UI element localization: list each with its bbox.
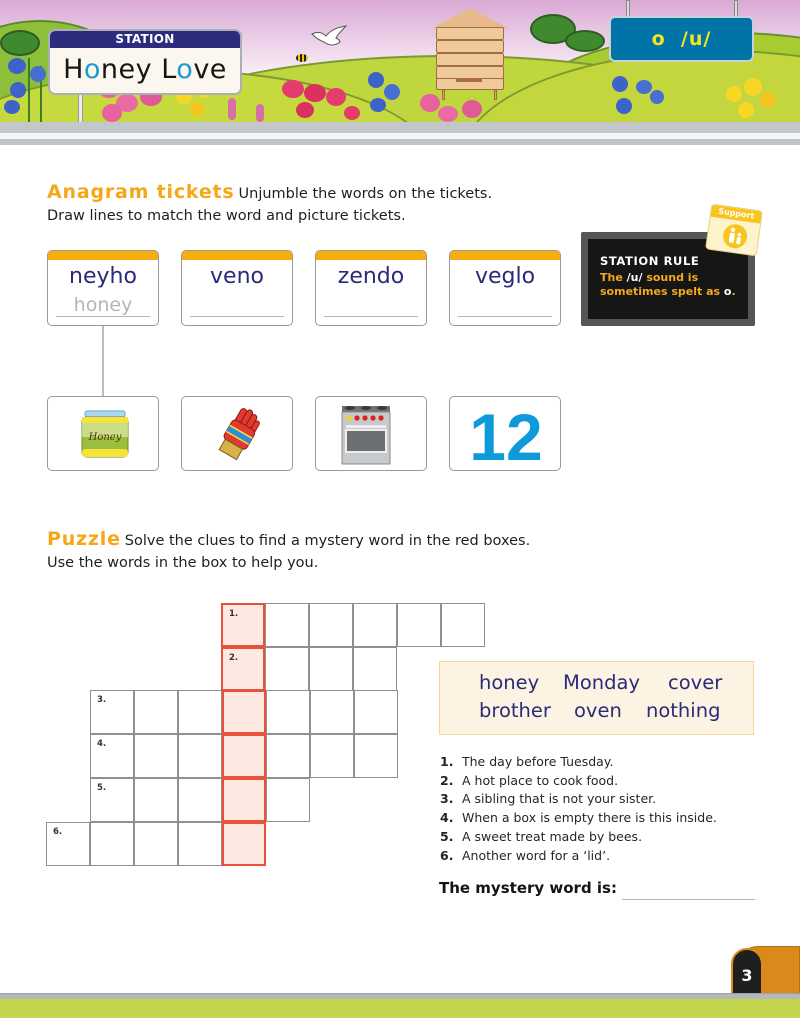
- answer-field[interactable]: [190, 295, 284, 317]
- crossword-cell[interactable]: [90, 734, 134, 778]
- clue-number: 3.: [97, 695, 107, 705]
- bluebell-flower-icon: [368, 72, 384, 88]
- phoneme-sign: o /u/: [609, 16, 754, 62]
- word-ticket: [47, 250, 159, 326]
- clue-item: 5. A sweet treat made by bees.: [440, 828, 643, 844]
- word-ticket: [449, 250, 561, 326]
- yellow-flower-icon: [744, 78, 762, 96]
- crossword-cell[interactable]: [90, 822, 134, 866]
- parent-child-icon: [722, 223, 749, 250]
- word-bank-item: honey: [479, 671, 540, 694]
- crossword-cell[interactable]: [90, 690, 134, 734]
- header-scene: [0, 0, 800, 122]
- yellow-flower-icon: [738, 102, 754, 118]
- station-rule-title: STATION RULE: [600, 254, 700, 268]
- red-flower-icon: [344, 106, 360, 120]
- ticket-band: [182, 251, 292, 260]
- puzzle-title: Puzzle: [47, 528, 121, 550]
- yellow-flower-icon: [726, 86, 742, 102]
- puzzle-heading: [47, 528, 530, 574]
- word-bank-item: nothing: [646, 699, 721, 722]
- crossword-cell[interactable]: [353, 647, 397, 691]
- ticket-band: [316, 251, 426, 260]
- bird-icon: [310, 24, 350, 50]
- bush: [565, 30, 605, 52]
- match-line: [102, 326, 104, 396]
- pink-flower-icon: [462, 100, 482, 118]
- pink-flower-icon: [102, 104, 122, 122]
- station-label: STATION: [50, 31, 240, 48]
- word-bank: [439, 661, 754, 735]
- jumbled-word: neyho: [69, 264, 137, 289]
- bluebell-flower-icon: [30, 66, 46, 82]
- crossword-cell[interactable]: [310, 734, 354, 778]
- crossword-cell[interactable]: [265, 603, 309, 647]
- red-flower-icon: [282, 80, 304, 98]
- crossword-cell[interactable]: [134, 778, 178, 822]
- mystery-cell[interactable]: [222, 690, 266, 734]
- red-flower-icon: [326, 88, 346, 106]
- clue-item: 6. Another word for a ‘lid’.: [440, 847, 611, 863]
- crossword-cell[interactable]: [309, 647, 353, 691]
- word-bank-item: cover: [668, 671, 723, 694]
- glove-icon: [182, 397, 294, 472]
- clue-number: 1.: [229, 609, 239, 619]
- header-rail: [0, 122, 800, 133]
- support-label: Support: [711, 205, 762, 224]
- crossword-cell[interactable]: [441, 603, 485, 647]
- pink-flower-icon: [420, 94, 440, 112]
- yellow-flower-icon: [760, 92, 776, 108]
- clue-number: 5.: [97, 783, 107, 793]
- foxglove-flower-icon: [256, 104, 264, 122]
- mystery-cell[interactable]: [222, 822, 266, 866]
- picture-ticket[interactable]: [315, 396, 427, 471]
- clue-item: 2. A hot place to cook food.: [440, 772, 619, 788]
- mystery-cell[interactable]: [221, 647, 265, 691]
- yellow-flower-icon: [190, 102, 204, 116]
- sign-hanger: [734, 0, 738, 17]
- puzzle-instruction-1: Solve the clues to find a mystery word in the red boxes.: [124, 533, 531, 549]
- mystery-cell[interactable]: [222, 734, 266, 778]
- beehive-icon: [432, 8, 508, 94]
- crossword-cell[interactable]: [134, 734, 178, 778]
- crossword-cell[interactable]: [354, 690, 398, 734]
- crossword-cell[interactable]: [266, 778, 310, 822]
- bluebell-flower-icon: [384, 84, 400, 100]
- answer-field[interactable]: honey: [56, 295, 150, 317]
- crossword-cell[interactable]: [178, 822, 222, 866]
- word-ticket: [181, 250, 293, 326]
- honey-jar-icon: [48, 397, 160, 472]
- twelve-number-icon: [450, 397, 562, 472]
- answer-field[interactable]: [324, 295, 418, 317]
- mystery-word-input[interactable]: [622, 899, 755, 900]
- crossword-cell[interactable]: [178, 690, 222, 734]
- crossword-cell[interactable]: [266, 734, 310, 778]
- sign-hanger: [626, 0, 630, 17]
- anagram-heading: [47, 181, 492, 227]
- clue-item: 1. The day before Tuesday.: [440, 754, 614, 769]
- bluebell-flower-icon: [636, 80, 652, 94]
- crossword-cell[interactable]: [266, 690, 310, 734]
- sign-post: [78, 95, 83, 122]
- page-number: 3: [731, 948, 763, 998]
- clue-item: 3. A sibling that is not your sister.: [440, 791, 657, 807]
- bluebell-flower-icon: [612, 76, 628, 92]
- clue-number: 6.: [53, 827, 63, 837]
- anagram-instruction-1: Unjumble the words on the tickets.: [238, 186, 493, 202]
- bluebell-flower-icon: [370, 98, 386, 112]
- word-ticket: [315, 250, 427, 326]
- red-flower-icon: [296, 102, 314, 118]
- jumbled-word: veglo: [474, 264, 536, 289]
- puzzle-instruction-2: Use the words in the box to help you.: [47, 555, 319, 571]
- pink-flower-icon: [438, 106, 458, 122]
- mystery-cell[interactable]: [221, 603, 265, 647]
- mystery-word-label: The mystery word is:: [439, 879, 617, 897]
- crossword-cell[interactable]: [178, 734, 222, 778]
- crossword-cell[interactable]: [134, 690, 178, 734]
- footer-grass: [0, 999, 800, 1018]
- oven-icon: [316, 397, 428, 472]
- mystery-cell[interactable]: [222, 778, 266, 822]
- svg-text:12: 12: [469, 400, 543, 472]
- word-bank-item: oven: [574, 699, 622, 722]
- clue-number: 2.: [229, 653, 239, 663]
- crossword-cell[interactable]: [46, 822, 90, 866]
- crossword-cell[interactable]: [354, 734, 398, 778]
- clue-list: [440, 753, 760, 865]
- crossword-cell[interactable]: [265, 647, 309, 691]
- picture-ticket[interactable]: [449, 396, 561, 471]
- svg-text:Honey: Honey: [88, 432, 122, 443]
- clue-item: 4. When a box is empty there is this inside.: [440, 810, 717, 826]
- ticket-band: [48, 251, 158, 260]
- ticket-band: [450, 251, 560, 260]
- foxglove-flower-icon: [228, 98, 236, 120]
- clue-number: 4.: [97, 739, 107, 749]
- picture-ticket[interactable]: [47, 396, 159, 471]
- word-bank-item: brother: [479, 699, 551, 722]
- picture-ticket[interactable]: [181, 396, 293, 471]
- bluebell-flower-icon: [650, 90, 664, 104]
- anagram-instruction-2: Draw lines to match the word and picture tickets.: [47, 208, 406, 224]
- station-sign: [48, 29, 242, 95]
- bluebell-flower-icon: [4, 100, 20, 114]
- station-name: Honey Love: [63, 54, 227, 85]
- crossword-cell[interactable]: [178, 778, 222, 822]
- station-rule-text: The /u/ sound is sometimes spelt as o.: [600, 271, 736, 298]
- bluebell-flower-icon: [8, 58, 26, 74]
- bee-icon: [296, 54, 308, 62]
- header-rail: [0, 139, 800, 145]
- crossword-cell[interactable]: [310, 690, 354, 734]
- bluebell-flower-icon: [10, 82, 26, 98]
- support-badge: [705, 204, 763, 257]
- crossword-cell[interactable]: [134, 822, 178, 866]
- jumbled-word: veno: [210, 264, 264, 289]
- crossword-cell[interactable]: [309, 603, 353, 647]
- crossword-cell[interactable]: [90, 778, 134, 822]
- word-bank-item: Monday: [563, 671, 640, 694]
- bluebell-flower-icon: [616, 98, 632, 114]
- answer-field[interactable]: [458, 295, 552, 317]
- red-flower-icon: [304, 84, 326, 102]
- anagram-title: Anagram tickets: [47, 181, 235, 203]
- crossword-cell[interactable]: [397, 603, 441, 647]
- crossword-cell[interactable]: [353, 603, 397, 647]
- jumbled-word: zendo: [337, 264, 405, 289]
